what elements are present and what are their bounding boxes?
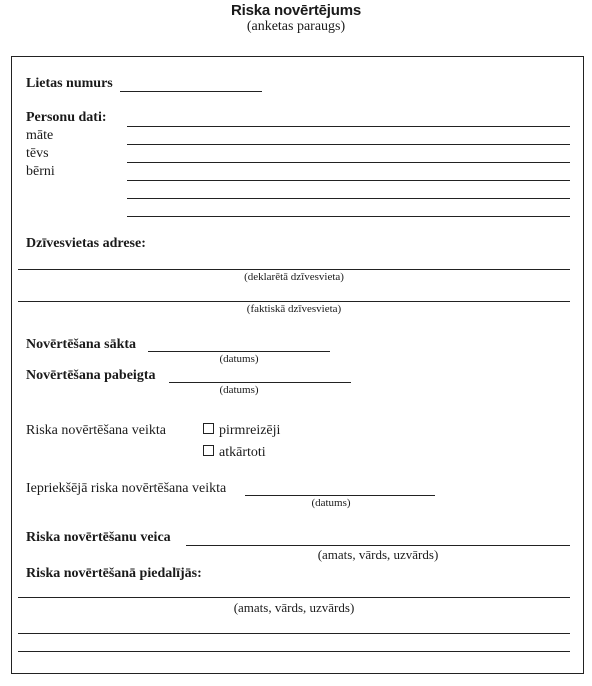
assessment-finished-field[interactable] [169,382,351,383]
option-repeated[interactable] [203,445,266,461]
assessment-started-field[interactable] [148,351,330,352]
participants-caption: (amats, vārds, uzvārds) [233,600,355,615]
participants-field-1[interactable] [18,597,570,598]
actual-address-field[interactable] [18,301,570,302]
children-label: bērni [26,164,55,179]
option-repeated-label: atkārtoti [219,445,266,460]
assessment-started-caption: (datums) [219,353,259,365]
option-first-time-label: pirmreizēji [219,423,281,438]
assessor-label: Riska novērtēšanu veica [26,530,171,545]
previous-assessment-caption: (datums) [311,497,351,509]
option-first-time[interactable] [203,423,280,439]
assessment-type-label: Riska novērtēšana veikta [26,423,166,438]
page-title: Riska novērtējums [231,2,361,19]
personal-data-label: Personu dati: [26,110,107,125]
previous-assessment-label: Iepriekšējā riska novērtēšana veikta [26,481,227,496]
assessor-caption: (amats, vārds, uzvārds) [317,547,439,562]
participants-label: Riska novērtēšanā piedalījās: [26,566,202,581]
address-label: Dzīvesvietas adrese: [26,236,146,251]
participants-field-2[interactable] [18,633,570,634]
assessment-finished-caption: (datums) [219,384,259,396]
case-number-field[interactable] [120,91,262,92]
participants-field-3[interactable] [18,651,570,652]
children-field-1[interactable] [127,180,570,181]
assessment-started-label: Novērtēšana sākta [26,337,137,352]
checkbox-first-time[interactable] [203,423,214,434]
actual-address-caption: (faktiskā dzīvesvieta) [246,303,342,315]
personal-data-line-1[interactable] [127,126,570,127]
assessment-finished-label: Novērtēšana pabeigta [26,368,156,383]
checkbox-repeated[interactable] [203,445,214,456]
case-number-label: Lietas numurs [26,76,113,91]
assessor-field[interactable] [186,545,570,546]
declared-address-caption: (deklarētā dzīvesvieta) [244,271,344,283]
page-subtitle: (anketas paraugs) [246,19,346,34]
mother-label: māte [26,128,54,143]
header-rule [249,56,372,57]
previous-assessment-field[interactable] [245,495,435,496]
mother-field[interactable] [127,144,570,145]
father-label: tēvs [26,146,49,161]
children-field-2[interactable] [127,198,570,199]
father-field[interactable] [127,162,570,163]
children-field-3[interactable] [127,216,570,217]
declared-address-field[interactable] [18,269,570,270]
